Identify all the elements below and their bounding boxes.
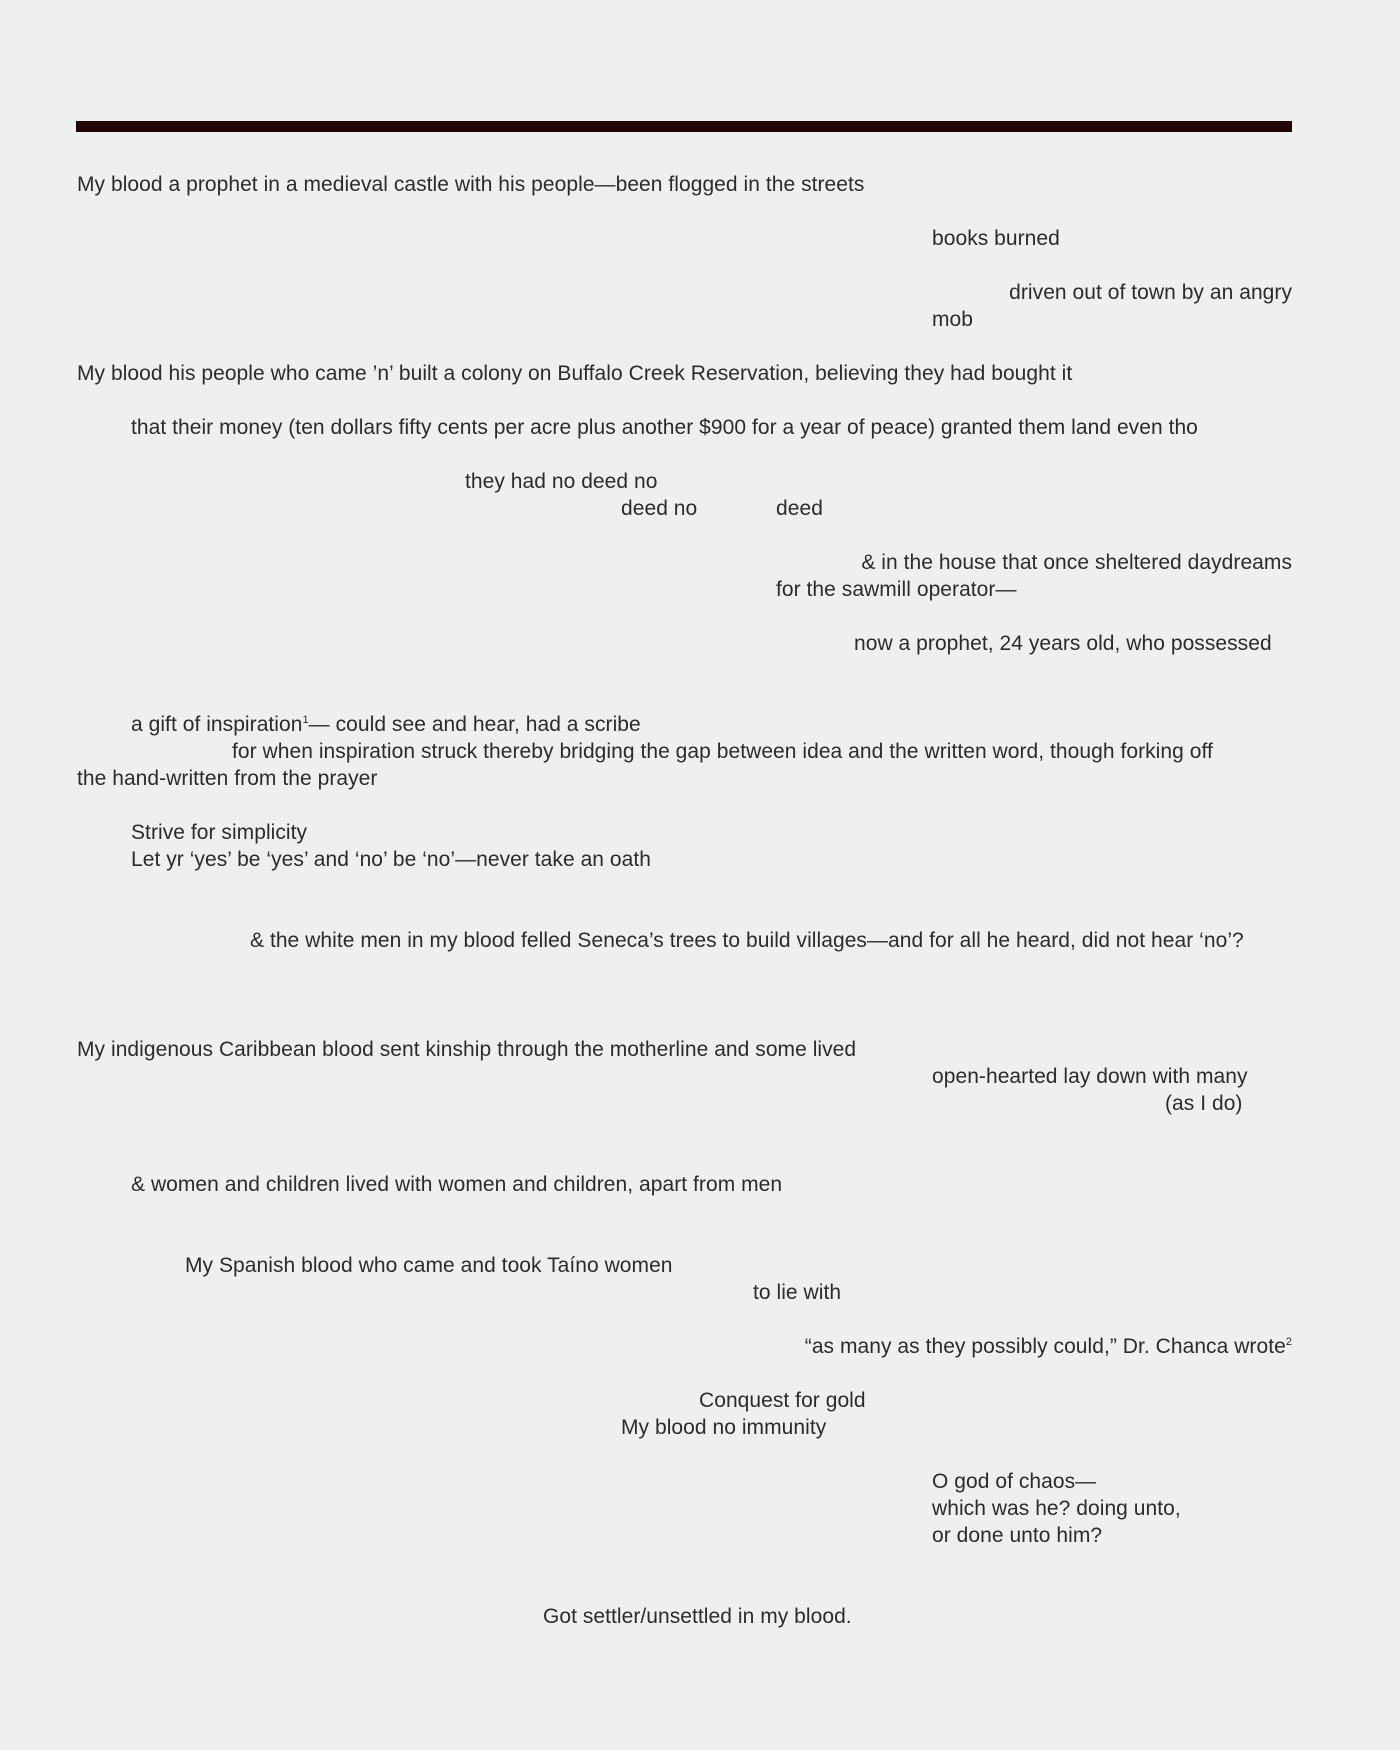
poem-line: now a prophet, 24 years old, who possessed <box>854 632 1272 655</box>
poem-line: & the white men in my blood felled Seneca’s trees to build villages—and for all he heard, did not hear ‘no’? <box>250 929 1244 952</box>
poem-line: or done unto him? <box>932 1524 1103 1547</box>
poem-line: driven out of town by an angry <box>1009 281 1292 304</box>
poem-line: My blood no immunity <box>621 1416 827 1439</box>
poem-line <box>805 1333 1292 1360</box>
poem-line: Let yr ‘yes’ be ‘yes’ and ‘no’ be ‘no’—never take an oath <box>131 848 651 871</box>
poem-line: Got settler/unsettled in my blood. <box>543 1605 852 1628</box>
poem-text: — could see and hear, had a scribe <box>308 713 641 736</box>
poem-line: to lie with <box>753 1281 842 1304</box>
header-rule <box>76 121 1292 132</box>
poem-line: My Spanish blood who came and took Taíno women <box>185 1254 673 1277</box>
poem-line: Strive for simplicity <box>131 821 308 844</box>
poem-line: & women and children lived with women and children, apart from men <box>131 1173 783 1196</box>
poem-line: My indigenous Caribbean blood sent kinship through the motherline and some lived <box>77 1038 857 1061</box>
poem-line: open-hearted lay down with many <box>932 1065 1248 1088</box>
footnote-marker: 1 <box>302 714 309 726</box>
poem-line: O god of chaos— <box>932 1470 1097 1493</box>
poem-line: mob <box>932 308 974 331</box>
poem-line: the hand-written from the prayer <box>77 767 378 790</box>
poem-line: for when inspiration struck thereby bridging the gap between idea and the written word, though forking off <box>232 740 1213 763</box>
poem-line: (as I do) <box>1165 1092 1243 1115</box>
poem-line <box>131 711 641 738</box>
poem-line: My blood his people who came ’n’ built a colony on Buffalo Creek Reservation, believing they had bought it <box>77 362 1073 385</box>
poem-line: books burned <box>932 227 1060 250</box>
poem-line: they had no deed no <box>465 470 658 493</box>
poem-line: My blood a prophet in a medieval castle with his people—been flogged in the streets <box>77 173 865 196</box>
footnote-marker: 2 <box>1285 1336 1292 1348</box>
poem-line: which was he? doing unto, <box>932 1497 1181 1520</box>
poem-line: & in the house that once sheltered daydreams <box>861 551 1292 574</box>
poem-line: deed no <box>621 497 698 520</box>
poem-line: for the sawmill operator— <box>776 578 1017 601</box>
poem-text: “as many as they possibly could,” Dr. Chanca wrote <box>804 1335 1286 1358</box>
poem-text: a gift of inspiration <box>131 713 303 736</box>
poem-line: deed <box>776 497 823 520</box>
poem-line: Conquest for gold <box>699 1389 866 1412</box>
poem-line: that their money (ten dollars fifty cents per acre plus another $900 for a year of peace) granted them land even tho <box>131 416 1198 439</box>
